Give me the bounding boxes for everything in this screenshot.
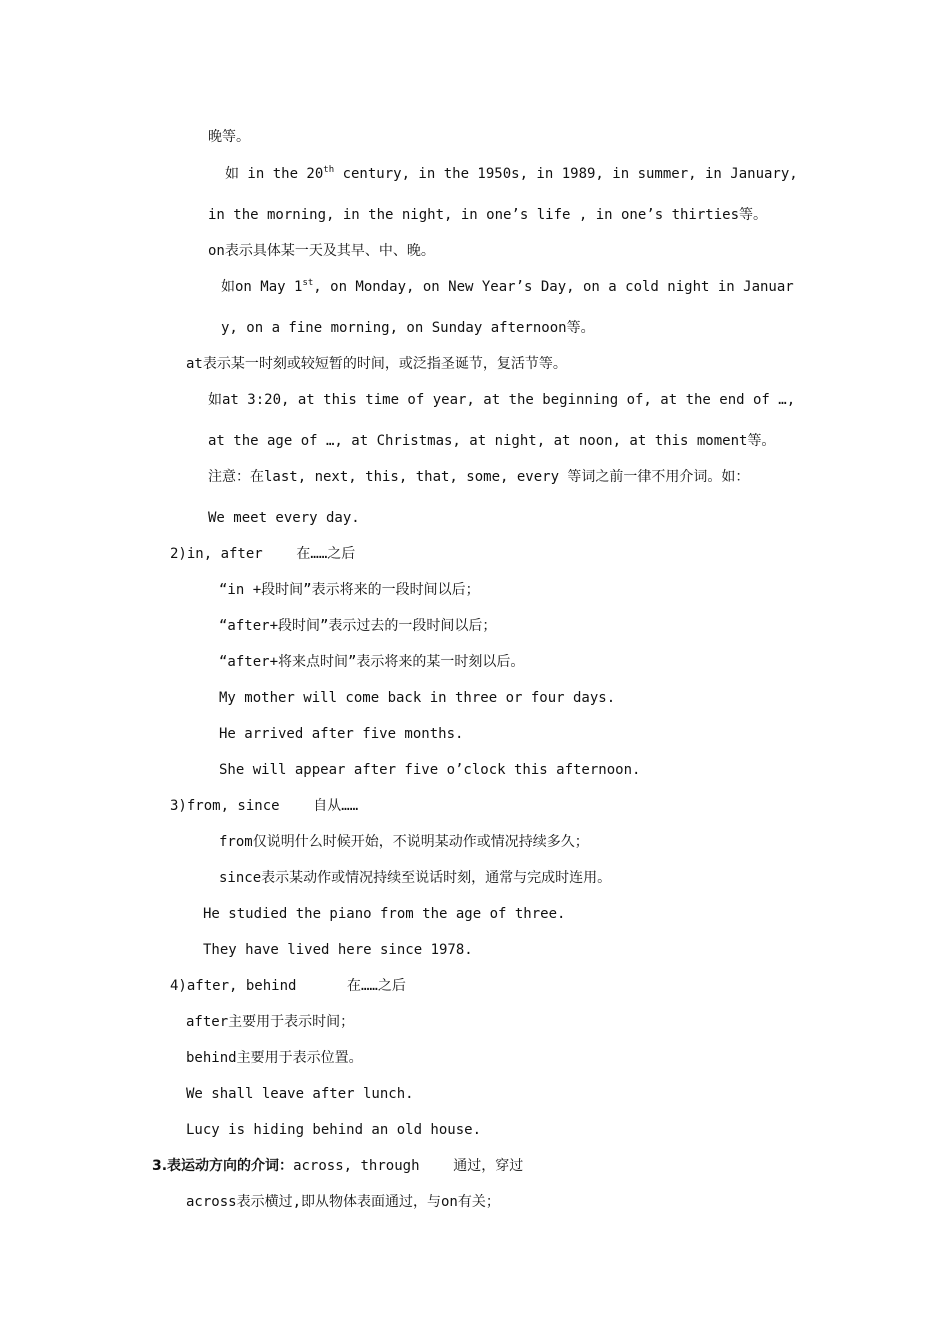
section-title: 3.表运动方向的介词： [152, 1158, 294, 1174]
example-sentence: My mother will come back in three or four days. [219, 690, 616, 706]
text-line: from仅说明什么时候开始，不说明某动作或情况持续多久； [219, 834, 589, 850]
example-sentence: She will appear after five o’clock this afternoon. [219, 762, 641, 778]
text-line: behind主要用于表示位置。 [186, 1050, 363, 1066]
text-line [225, 165, 798, 183]
text-span: century, in the 1950s, in 1989, in summer, in January, [334, 166, 798, 182]
text-line: “after+将来点时间”表示将来的某一时刻以后。 [219, 654, 525, 670]
example-sentence: They have lived here since 1978. [203, 942, 473, 958]
text-line: at the age of …, at Christmas, at night, at noon, at this moment等。 [208, 433, 776, 449]
section-heading: 3)from, since 自从…… [170, 798, 359, 814]
superscript: st [302, 278, 314, 288]
text-line: after主要用于表示时间； [186, 1014, 355, 1030]
text-line: at表示某一时刻或较短暂的时间，或泛指圣诞节，复活节等。 [186, 356, 567, 372]
text-line: 晚等。 [208, 129, 250, 145]
text-line: on表示具体某一天及其早、中、晚。 [208, 243, 435, 259]
text-span: , on Monday, on New Year’s Day, on a cold night in Januar [313, 279, 794, 295]
text-line: 注意：在last, next, this, that, some, every 等词之前一律不用介词。如： [208, 469, 750, 485]
text-line: 如at 3:20, at this time of year, at the beginning of, at the end of …, [208, 392, 796, 408]
text-line: since表示某动作或情况持续至说话时刻，通常与完成时连用。 [219, 870, 612, 886]
text-line: y, on a fine morning, on Sunday afternoon等。 [221, 320, 595, 336]
text-span: across, through 通过，穿过 [293, 1158, 524, 1174]
example-sentence: He studied the piano from the age of three. [203, 906, 566, 922]
text-line [152, 1157, 523, 1175]
section-heading: 2)in, after 在……之后 [170, 546, 356, 562]
section-heading: 4)after, behind 在……之后 [170, 978, 406, 994]
text-line: We meet every day. [208, 510, 360, 526]
text-line: “in +段时间”表示将来的一段时间以后； [219, 582, 480, 598]
text-line: in the morning, in the night, in one’s life , in one’s thirties等。 [208, 207, 768, 223]
text-line: “after+段时间”表示过去的一段时间以后； [219, 618, 497, 634]
text-line: across表示横过,即从物体表面通过，与on有关； [186, 1194, 500, 1210]
text-span: 如 in the 20 [225, 166, 324, 182]
example-sentence: Lucy is hiding behind an old house. [186, 1122, 482, 1138]
text-line [221, 278, 794, 296]
text-span: 如on May 1 [221, 279, 303, 295]
example-sentence: He arrived after five months. [219, 726, 464, 742]
example-sentence: We shall leave after lunch. [186, 1086, 414, 1102]
superscript: th [323, 165, 335, 175]
